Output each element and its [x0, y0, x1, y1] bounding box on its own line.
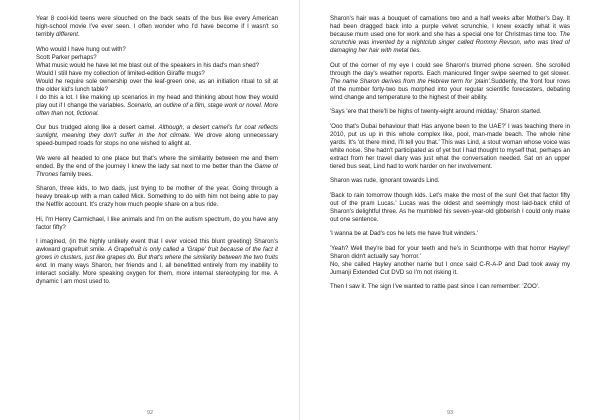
- paragraph: [36, 46, 278, 118]
- right-page-text: [330, 15, 570, 413]
- italic-aside: A Grapefruit is only called a 'Grape' fruit because of the fact it grows in clusters, just like grapes do. But that's where the similarity between the two fruits end.: [36, 246, 278, 269]
- italic-aside: different: [55, 31, 79, 38]
- text-run: family trees.: [58, 170, 93, 178]
- text-run: 'I wanna be at Dad's cos he lets me have fruit winders.': [330, 230, 479, 237]
- paragraph: [330, 192, 570, 224]
- paragraph: [36, 15, 278, 39]
- italic-aside: Although, a desert camel's fur coat reflects sunlight, meaning they don't suffer in the hot climate.: [36, 124, 278, 139]
- text-run: Suddenly, the front four rows of the number forty-two bus morphed into your regular scientific forecasters, debating wind change and temperature to the highest of their ability.: [330, 77, 570, 101]
- text-run: Our bus trudged along like a desert camel.: [36, 124, 159, 131]
- paragraph: [330, 108, 570, 116]
- text-run: Sharon was rude, ignorant towards Lind.: [330, 177, 440, 184]
- text-line: What music would he have let me blast out of the speakers in his dad's man shed?: [36, 61, 260, 69]
- text-run: Hi, I'm Henry Carmichael, I like animals and I'm on the autism spectrum, do you have any factor fifty?: [36, 215, 278, 231]
- paragraph: [330, 283, 570, 291]
- text-line: Scott Parker perhaps?: [36, 53, 97, 61]
- text-run: We drove along unnecessary speed-bumped roads for stops no one wished to alight at.: [36, 132, 278, 147]
- text-line: Would I still have my collection of limited-edition Giraffe mugs?: [36, 69, 205, 77]
- paragraph: [330, 245, 570, 277]
- paragraph: [330, 177, 570, 185]
- italic-aside: The name Sharon derives from the Hebrew term for 'plain'.: [330, 77, 492, 85]
- text-run: Out of the corner of my eye I could see Sharon's blurred phone screen. She scrolled through the day's weather reports. Each manicured finger swipe seemed to get slower.: [330, 61, 570, 77]
- paragraph: [330, 123, 570, 171]
- text-run: 'Ooo that's Dubai behaviour that! Has anyone been to the UAE?' I was teaching there in 2010, put us up in this whole complex like, pool, man-made beach. The whole nine yards. It's 'ot there mind, I'll tell you that.' This was Lind, a stout woman whose voice was white noise. She hadn't participated as of yet but I had thought to myself that, perhaps an extract from her travel diary was just what the conversation needed. Sat on an upper tiered bus seat, Lind had to work harder on her involvement.: [330, 122, 570, 170]
- text-run: In many ways Sharon, her friends and I, all benefitted entirely from my inability to interact socially. More speaking oxygen for them, more internal stereotyping for me. A dynamic I am most used to.: [36, 262, 278, 285]
- paragraph: [36, 238, 278, 286]
- paragraph: [330, 15, 570, 55]
- text-run: We were all headed to one place but that's where the similarity between me and them ended. By the end of the journey I knew the lady sat next to me better than the: [36, 154, 278, 170]
- text-run: Sharon, three kids, to two dads, just trying to be mother of the year. Going through a heavy break-up with a man called Mick. Something to do with him not being able to pay the Netflix account. It's crazy how much people share on a bus ride.: [36, 185, 278, 208]
- text-run: I imagined, (in the highly unlikely event that I ever voiced this blunt greeting) Sharon's awkward grapefruit smile.: [36, 238, 278, 253]
- paragraph: [36, 185, 278, 209]
- text-line: [36, 94, 278, 118]
- text-run: 'Says 'ere that there'll be highs of twenty-eight around midday,' Sharon started.: [330, 108, 542, 115]
- left-page-number: 92: [146, 410, 154, 416]
- text-run: Year 8 cool-kid teens were slouched on the back seats of the bus like every American high-school movie I've ever seen. I often wonder who I'd have become if I wasn't so terribly: [36, 15, 278, 38]
- paragraph: [36, 155, 278, 179]
- text-line: Who would I have hung out with?: [36, 45, 126, 53]
- italic-aside: Game of Thrones: [36, 162, 278, 178]
- text-run: I do this a lot. I like making up scenarios in my head and thinking about how they would play out if I change the variables.: [36, 93, 278, 109]
- right-page: [300, 0, 600, 420]
- left-page-text: [36, 15, 278, 413]
- right-page-number: 93: [446, 410, 454, 416]
- paragraph: [330, 230, 570, 238]
- text-run: .: [78, 31, 80, 38]
- paragraph: [330, 62, 570, 102]
- italic-aside: The scrunchie was invented by a nightclub singer called Rommy Revson, who was tired of damaging her hair with metal ties.: [330, 31, 570, 54]
- text-line: Would he require sole ownership over the leaf-green one, as an initiation ritual to sit at the older kid's lunch table?: [36, 77, 278, 93]
- paragraph: [36, 124, 278, 148]
- text-run: Sharon's hair was a bouquet of carnations two and a half weeks after Mother's Day. It had been dragged back into a purple velvet scrunchie, I knew exactly what it was because mum used one for work and she has a special one for Christmas time too.: [330, 15, 570, 38]
- text-line: No, she called Hayley another name but I once said C-R-A-P and Dad took away my Jumanji Extended Cut DVD so I'm not risking it.: [330, 260, 570, 276]
- text-line: 'Yeah? Well they're bad for your teeth and he's in Scunthorpe with that horror Hayley!' Sharon didn't actually say 'horror.': [330, 244, 570, 260]
- paragraph: [36, 216, 278, 232]
- text-run: 'Back to rain tomorrow though kids. Let's make the most of the sun! Get that factor fifty out of the pram Lucas.' Lucas was the oldest and seemingly most laid-back child of Sharon's delightful three. As he mumbled his seven-year-old gibberish I could only make out one sentence.: [330, 191, 570, 223]
- text-run: Then I saw it. The sign I've wanted to rattle past since I can remember: 'ZOO'.: [330, 283, 540, 290]
- italic-aside: Scenario, an outline of a film, stage work or novel. More often than not, fictional.: [36, 101, 278, 117]
